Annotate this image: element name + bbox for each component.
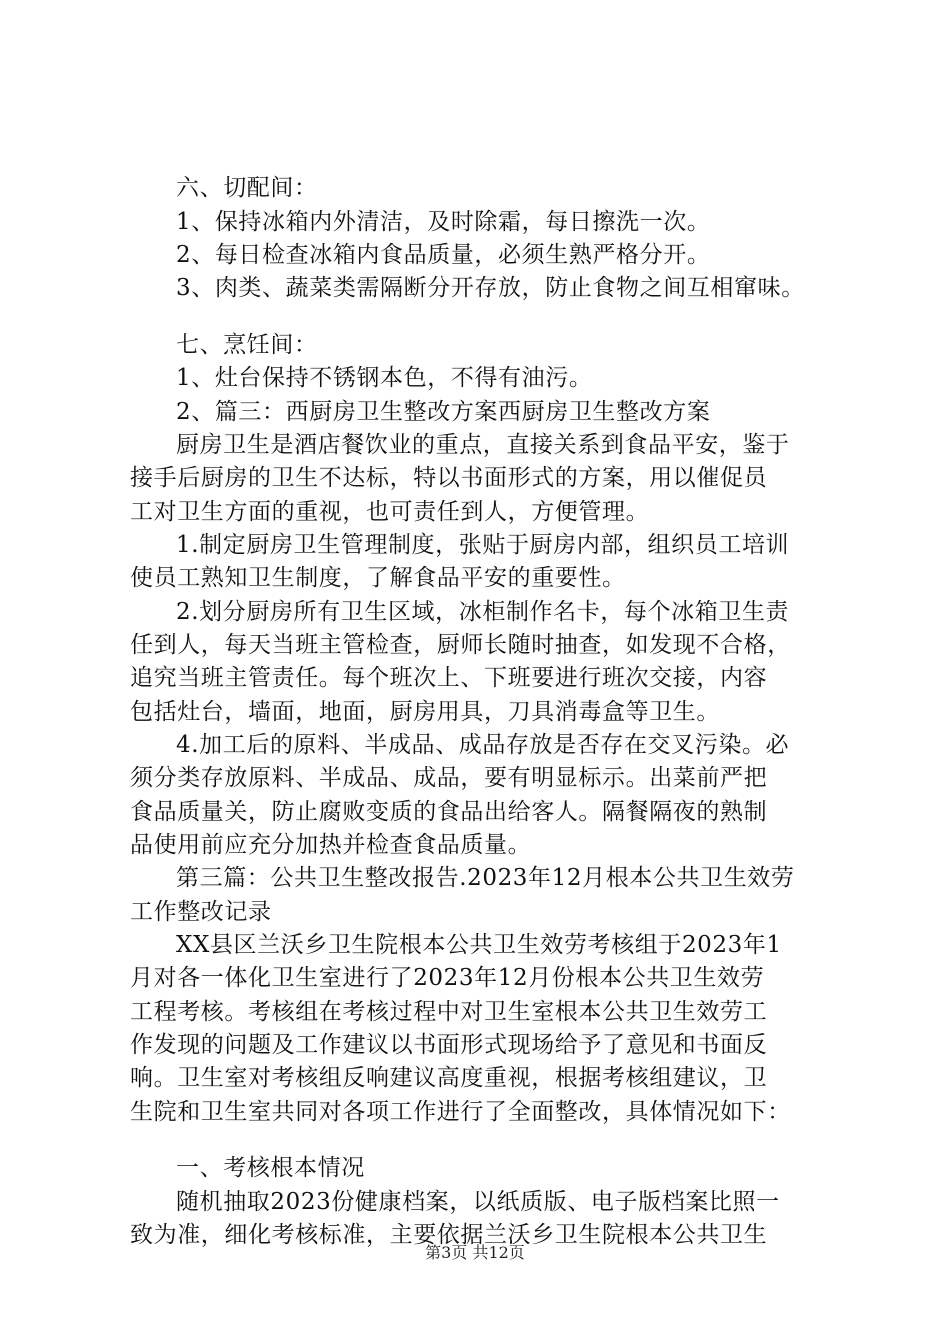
text-line: 包括灶台，墙面，地面，厨房用具，刀具消毒盒等卫生。: [130, 699, 720, 725]
text-line: 1、灶台保持不锈钢本色，不得有油污。: [176, 365, 593, 391]
text-line: 须分类存放原料、半成品、成品，要有明显标示。出菜前严把: [130, 765, 768, 791]
text-line: 2、每日检查冰箱内食品质量，必须生熟严格分开。: [176, 242, 711, 268]
text-line: 工程考核。考核组在考核过程中对卫生室根本公共卫生效劳工: [130, 999, 768, 1025]
text-line: 接手后厨房的卫生不达标，特以书面形式的方案，用以催促员: [130, 465, 768, 491]
section-heading: 六、切配间：: [176, 175, 318, 201]
page-number-footer: 第3页 共12页: [425, 1243, 525, 1262]
text-line: 生院和卫生室共同对各项工作进行了全面整改，具体情况如下：: [130, 1099, 791, 1125]
text-line: 品使用前应充分加热并检查食品质量。: [130, 832, 532, 858]
text-line: 致为准，细化考核标准，主要依据兰沃乡卫生院根本公共卫生: [130, 1222, 768, 1248]
text-line: 工作整改记录: [130, 899, 272, 925]
text-line: XX县区兰沃乡卫生院根本公共卫生效劳考核组于2023年1: [176, 932, 782, 958]
text-line: 厨房卫生是酒店餐饮业的重点，直接关系到食品平安，鉴于: [176, 432, 790, 458]
text-line: 使员工熟知卫生制度，了解食品平安的重要性。: [130, 565, 626, 591]
text-line: 4.加工后的原料、半成品、成品存放是否存在交叉污染。必: [176, 732, 790, 758]
text-line: 2、篇三：西厨房卫生整改方案西厨房卫生整改方案: [176, 399, 711, 425]
section-heading: 一、考核根本情况: [176, 1155, 365, 1181]
text-line: 工对卫生方面的重视，也可责任到人，方便管理。: [130, 499, 650, 525]
text-line: 月对各一体化卫生室进行了2023年12月份根本公共卫生效劳: [130, 965, 765, 991]
text-line: 响。卫生室对考核组反响建议高度重视，根据考核组建议，卫: [130, 1065, 768, 1091]
text-line: 食品质量关，防止腐败变质的食品出给客人。隔餐隔夜的熟制: [130, 799, 768, 825]
text-line: 追究当班主管责任。每个班次上、下班要进行班次交接，内容: [130, 665, 768, 691]
text-line: 2.划分厨房所有卫生区域，冰柜制作名卡，每个冰箱卫生责: [176, 599, 790, 625]
text-line: 1、保持冰箱内外清洁，及时除霜，每日擦洗一次。: [176, 209, 711, 235]
section-heading: 七、烹饪间：: [176, 332, 318, 358]
text-line: 3、肉类、蔬菜类需隔断分开存放，防止食物之间互相窜味。: [176, 275, 805, 301]
text-line: 第三篇：公共卫生整改报告.2023年12月根本公共卫生效劳: [176, 865, 795, 891]
text-line: 任到人，每天当班主管检查，厨师长随时抽查，如发现不合格，: [130, 632, 791, 658]
text-line: 1.制定厨房卫生管理制度，张贴于厨房内部，组织员工培训: [176, 532, 790, 558]
text-line: 作发现的问题及工作建议以书面形式现场给予了意见和书面反: [130, 1032, 768, 1058]
text-line: 随机抽取2023份健康档案，以纸质版、电子版档案比照一: [176, 1189, 780, 1215]
